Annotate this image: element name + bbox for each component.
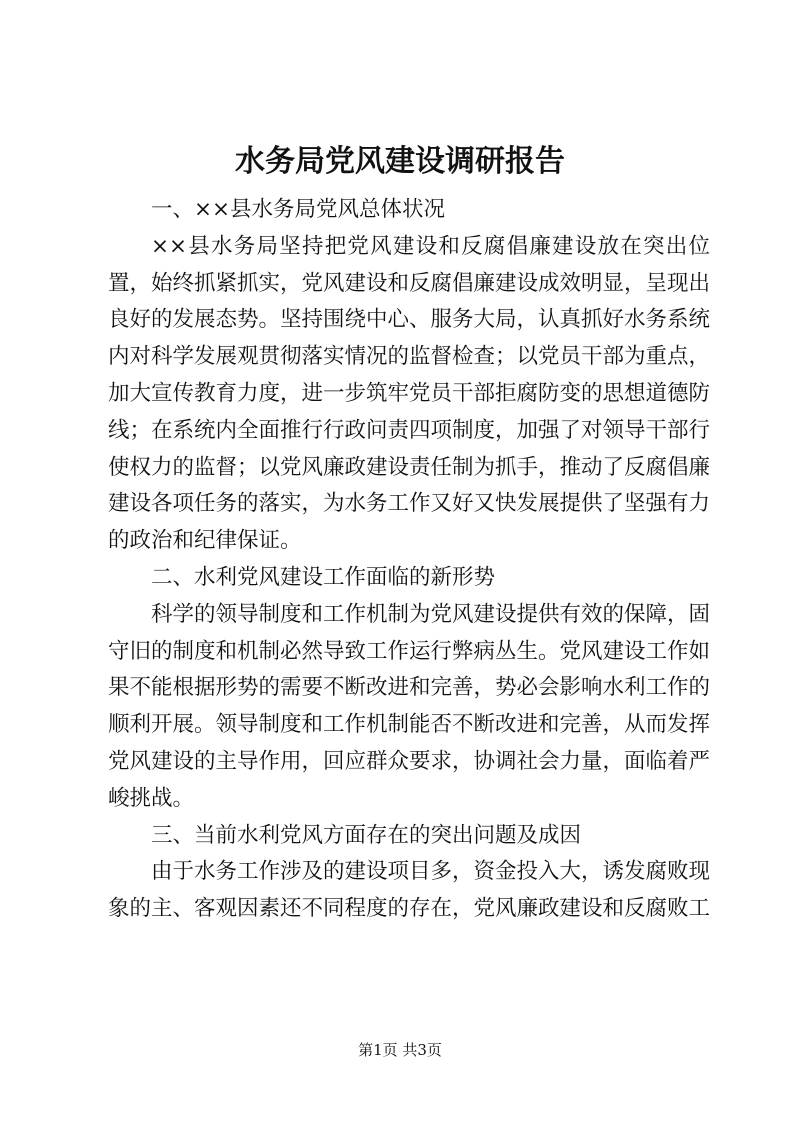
- document-body: [108, 192, 710, 928]
- section-heading-1: 一、××县水务局党风总体状况: [151, 197, 446, 222]
- document-title: 水务局党风建设调研报告: [235, 144, 565, 179]
- section-paragraph-1: ××县水务局坚持把党风建设和反腐倡廉建设放在突出位置，始终抓紧抓实，党风建设和反腐倡廉建设成效明显，呈现出良好的发展态势。坚持围绕中心、服务大局，认真抓好水务系统内对科学发展观贯彻落实情况的监督检查；以党员干部为重点，加大宣传教育力度，进一步筑牢党员干部拒腐防变的思想道德防线；在系统内全面推行行政问责四项制度，加强了对领导干部行使权力的监督；以党风廉政建设责任制为抓手，推动了反腐倡廉建设各项任务的落实，为水务工作又好又快发展提供了坚强有力的政治和纪律保证。: [108, 233, 711, 554]
- section-paragraph-2: 科学的领导制度和工作机制为党风建设提供有效的保障，固守旧的制度和机制必然导致工作运行弊病丛生。党风建设工作如果不能根据形势的需要不断改进和完善，势必会影响水利工作的顺利开展。领导制度和工作机制能否不断改进和完善，从而发挥党风建设的主导作用，回应群众要求，协调社会力量，面临着严峻挑战。: [108, 601, 711, 811]
- section-paragraph-3: 由于水务工作涉及的建设项目多，资金投入大，诱发腐败现象的主、客观因素还不同程度的存在，党风廉政建设和反腐败工: [108, 859, 711, 922]
- page-number-footer: 第1页 共3页: [358, 1041, 442, 1059]
- section-heading-3: 三、当前水利党风方面存在的突出问题及成因: [151, 822, 582, 848]
- section-heading-2: 二、水利党风建设工作面临的新形势: [151, 564, 496, 590]
